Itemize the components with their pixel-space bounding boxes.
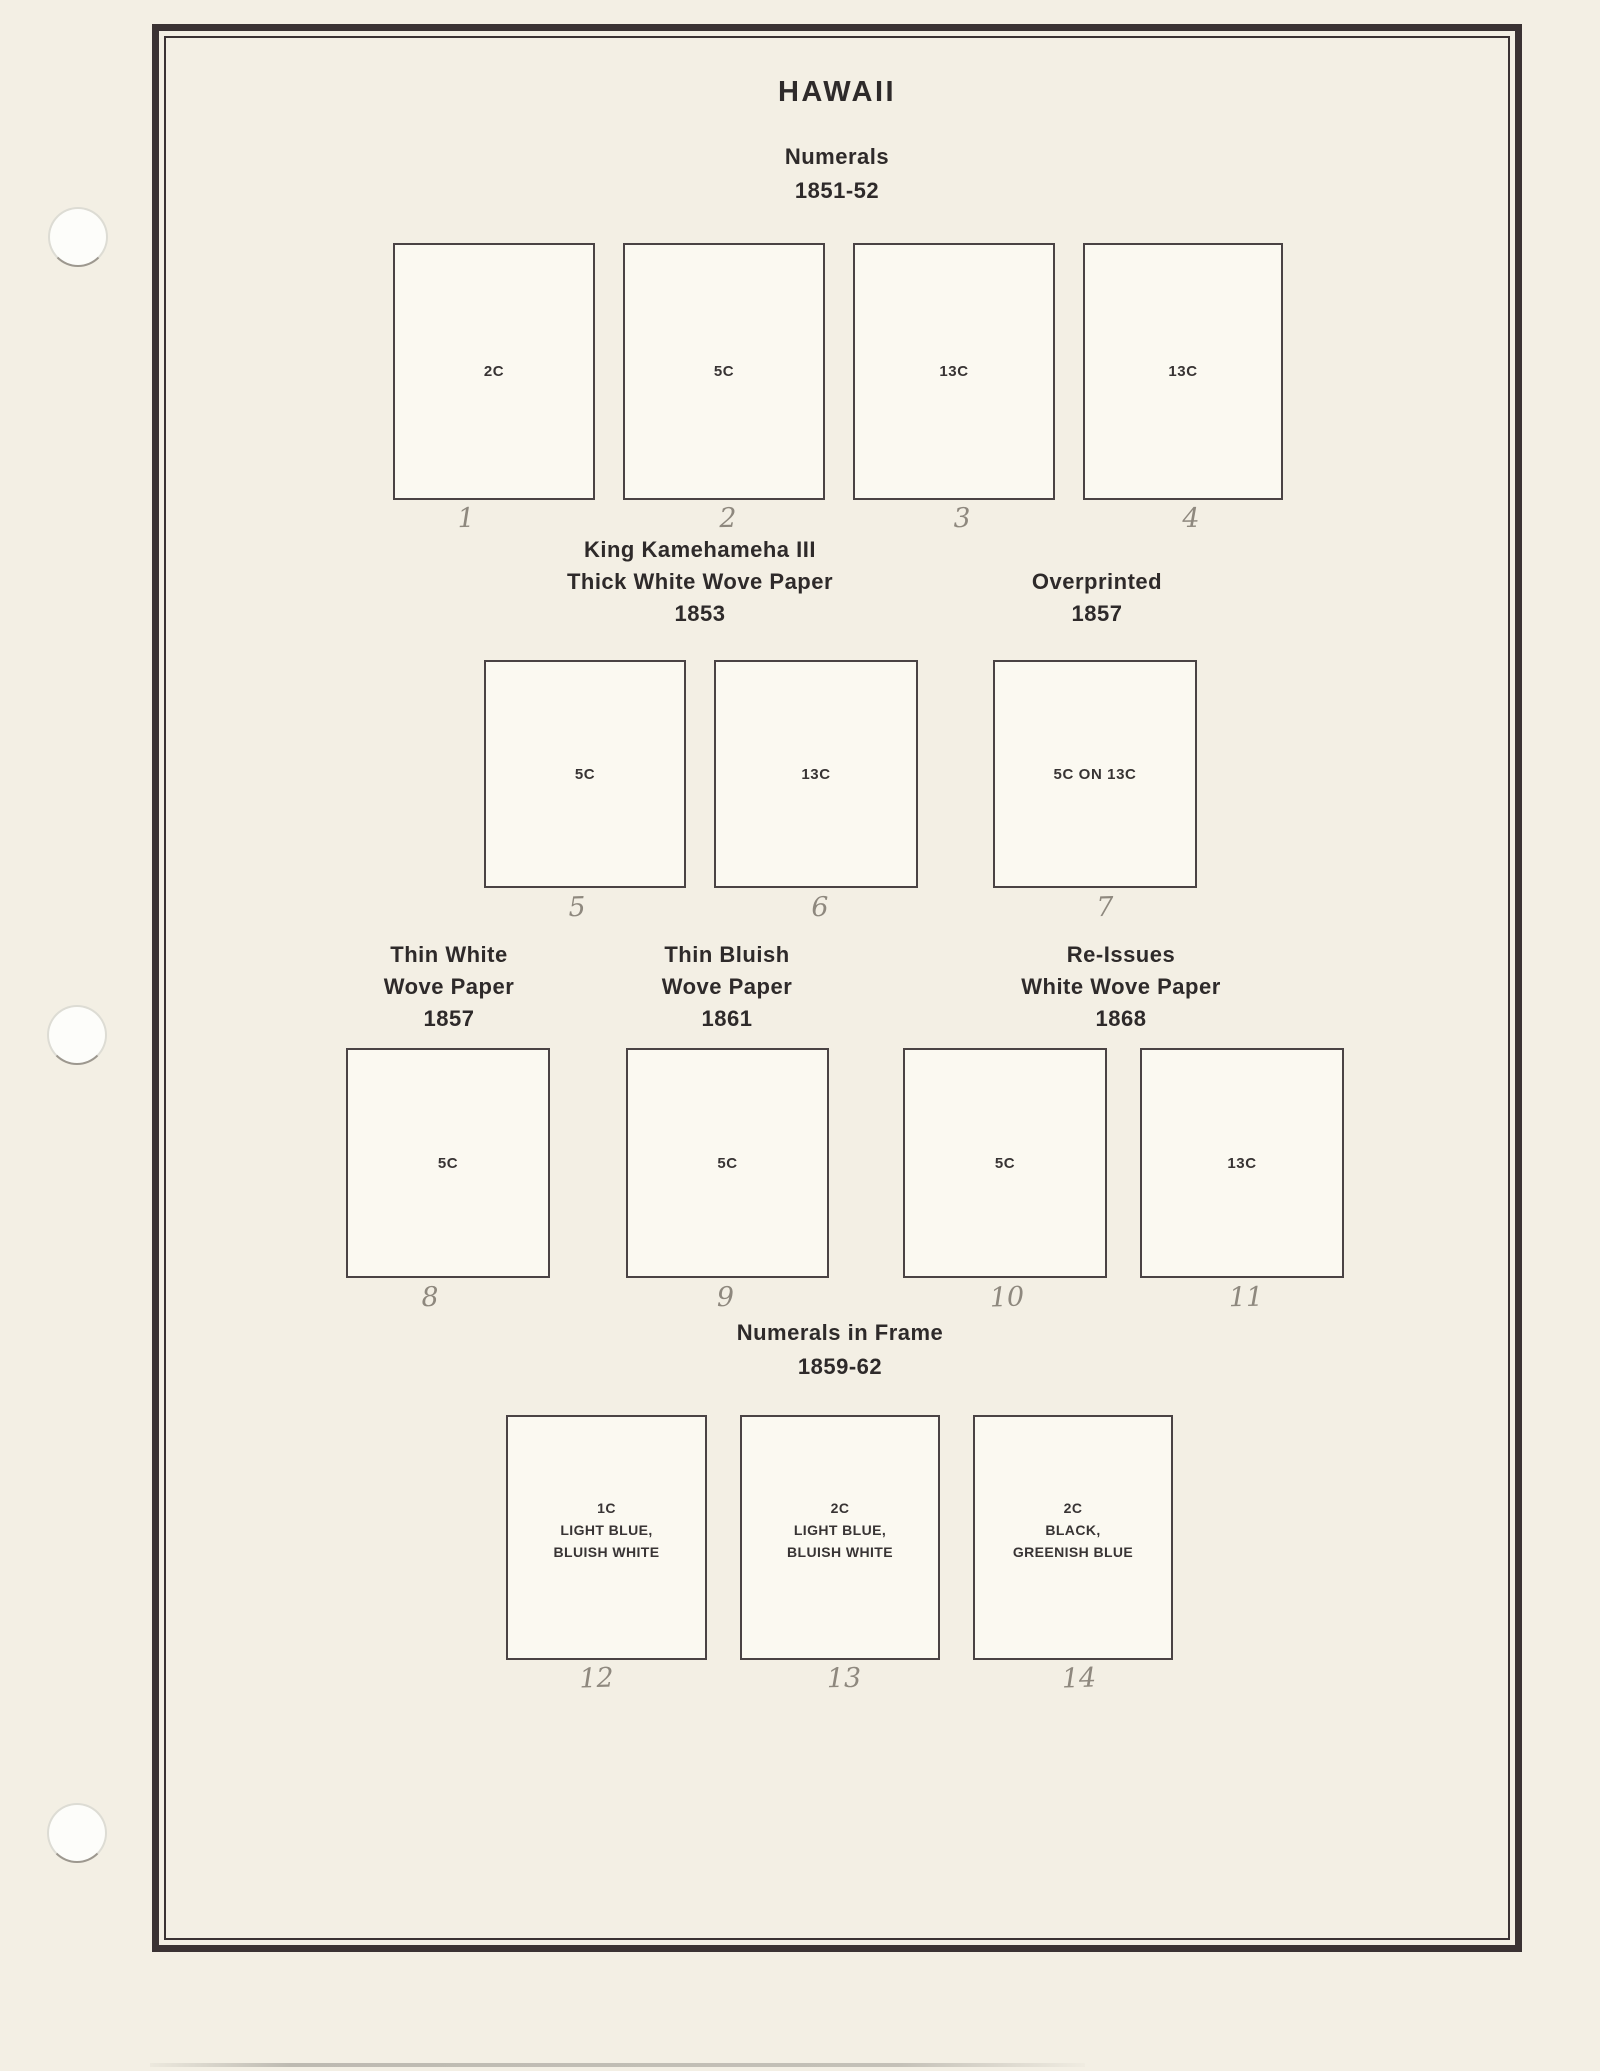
stamp-box [484,660,686,888]
stamp-label: 13C [939,363,969,380]
stamp-number: 9 [716,1281,735,1314]
stamp-label: 5C [994,1154,1016,1172]
section-years-kamehameha: 1853 [674,601,726,626]
stamp-label: 5C [713,363,735,380]
stamp-number: 11 [1228,1281,1264,1314]
stamp-box [346,1048,550,1278]
section-subtitle-thin-bluish: Wove Paper [661,974,793,999]
stamp-box [393,243,595,500]
stamp-box [853,243,1055,500]
stamp-box [993,660,1197,888]
section-years-thin-bluish: 1861 [701,1006,753,1031]
stamp-label-line: 2C [830,1499,850,1516]
stamp-box [506,1415,707,1660]
stamp-label-line: BLACK, [1045,1521,1101,1538]
stamp-number: 8 [420,1281,440,1314]
section-subtitle-thin-white: Wove Paper [383,974,515,999]
stamp-number: 2 [719,502,737,535]
stamp-label-line: BLUISH WHITE [787,1543,893,1560]
stamp-label: 5C [574,765,596,783]
section-title-thin-white: Thin White [390,942,508,967]
stamp-number: 10 [989,1281,1025,1314]
stamp-label-line: 1C [597,1499,616,1516]
stamp-box [714,660,918,888]
stamp-label-line: LIGHT BLUE, [560,1521,653,1538]
binder-hole [47,1803,107,1863]
section-years-numerals: 1851-52 [794,178,880,203]
stamp-label: 5C ON 13C [1053,765,1137,783]
stamp-label-line: 2C [1063,1499,1083,1516]
stamp-label: 5C [437,1154,459,1172]
section-title-reissues: Re-Issues [1066,942,1176,967]
section-title-numerals: Numerals [784,144,890,169]
stamp-box [1083,243,1283,500]
stamp-number: 13 [826,1662,862,1695]
stamp-box [623,243,825,500]
section-years-reissues: 1868 [1095,1006,1147,1031]
stamp-box [903,1048,1107,1278]
page-title: HAWAII [777,76,897,108]
stamp-number: 1 [456,502,476,535]
stamp-label: 13C [1168,363,1198,380]
section-title-thin-bluish: Thin Bluish [664,942,790,967]
stamp-box [626,1048,829,1278]
scan-artifact [150,2063,1085,2067]
stamp-label-line: GREENISH BLUE [1012,1543,1134,1560]
stamp-box [740,1415,940,1660]
stamp-box [973,1415,1173,1660]
section-years-thin-white: 1857 [423,1006,475,1031]
stamp-box [1140,1048,1344,1278]
binder-hole [48,207,108,267]
stamp-label: 13C [1227,1154,1257,1172]
section-title-numerals-in-frame: Numerals in Frame [736,1320,944,1345]
stamp-number: 5 [567,891,587,924]
section-subtitle-kamehameha: Thick White Wove Paper [566,569,834,594]
stamp-label: 13C [801,765,831,783]
stamp-number: 12 [578,1662,615,1695]
stamp-number: 4 [1182,502,1200,535]
section-years-numerals-in-frame: 1859-62 [797,1354,883,1379]
stamp-label-line: LIGHT BLUE, [793,1521,887,1538]
section-title-kamehameha: King Kamehameha III [583,537,817,562]
stamp-number: 14 [1061,1662,1097,1695]
stamp-label-line: BLUISH WHITE [553,1543,660,1560]
stamp-label: 5C [717,1154,738,1172]
stamp-number: 6 [811,891,829,924]
section-subtitle-reissues: White Wove Paper [1021,974,1221,999]
section-years-overprinted: 1857 [1071,601,1123,626]
stamp-number: 3 [952,502,972,535]
stamp-label: 2C [483,363,505,380]
stamp-number: 7 [1095,891,1115,924]
section-title-overprinted: Overprinted [1031,569,1163,594]
binder-hole [47,1005,107,1065]
